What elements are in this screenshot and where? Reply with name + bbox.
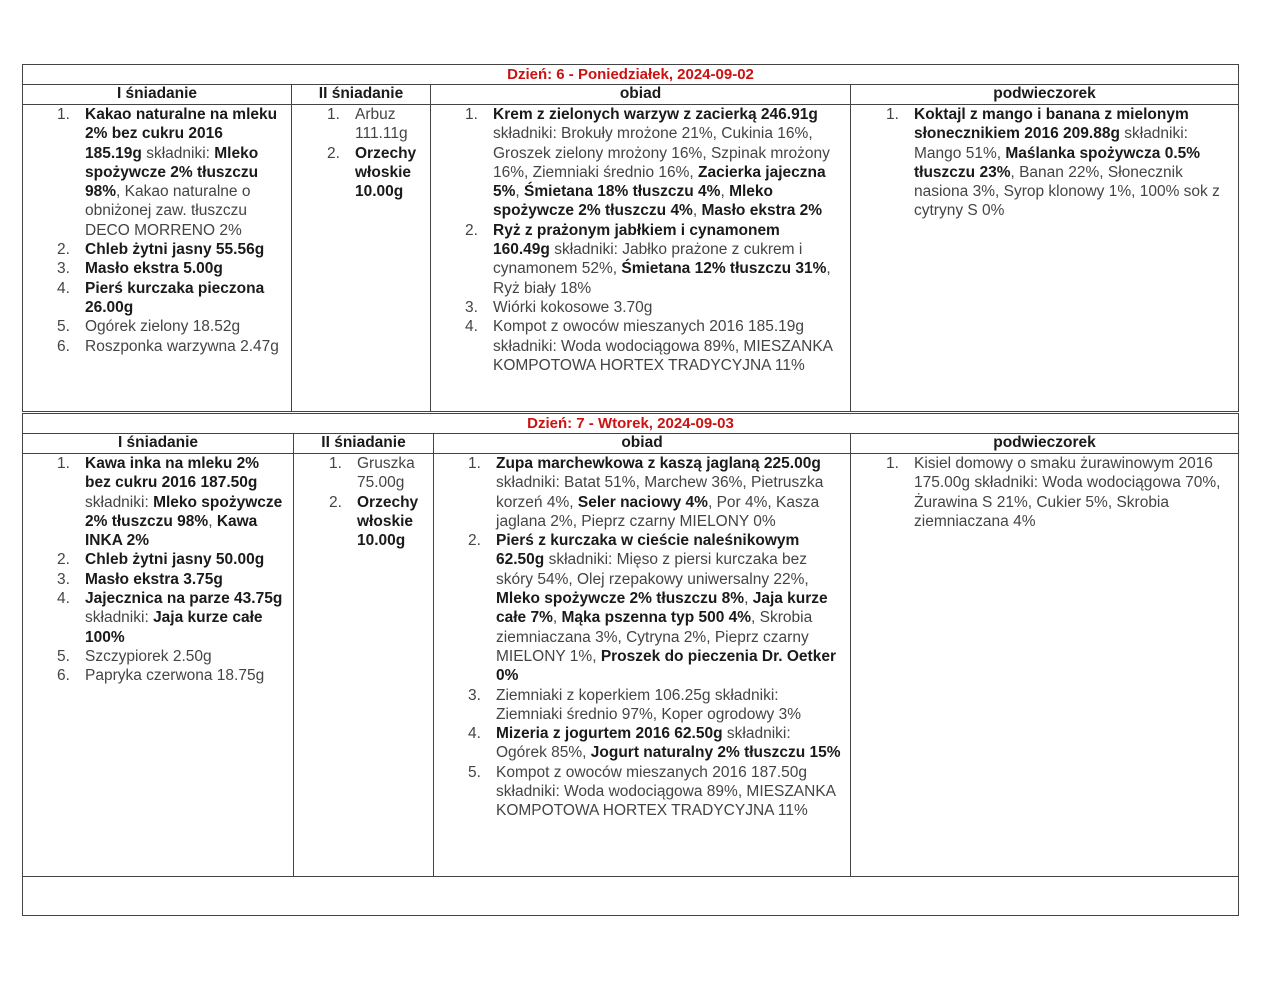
item-text: składniki: Brokuły mrożone 21%, Cukinia 16%, Groszek zielony mrożony 16%, Szpinak mrożony 16%, Ziemniaki średnio 16%, — [493, 125, 830, 181]
item-text: Ziemniaki z koperkiem 106.25g składniki: Ziemniaki średnio 97%, Koper ogrodowy 3% — [496, 686, 801, 723]
item-text: składniki: Mango 51%, — [914, 125, 1188, 162]
item-text: Kakao naturalne na mleku 2% bez cukru 2016 — [85, 106, 278, 143]
item-number: 3. — [57, 570, 70, 588]
item-number: 5. — [57, 647, 70, 665]
item-text: składniki: Ogórek 85%, — [496, 725, 791, 762]
item-text: Jajecznica na parze 43.75g — [85, 590, 283, 608]
meal-item — [465, 317, 840, 375]
item-text: Orzechy włoskie 10.00g — [355, 144, 417, 201]
meal-list — [294, 454, 433, 550]
item-text: Masło ekstra 2% — [701, 202, 823, 220]
item-text: , Por 4%, Kasza jaglana 2%, Pieprz czarny MIELONY 0% — [496, 493, 820, 530]
col-header-lunch: obiad — [433, 433, 851, 454]
item-text: Pierś kurczaka pieczona 26.00g — [85, 279, 265, 316]
item-text: Koktajl z mango i banana z mielonym słonecznikiem 2016 209.88g — [914, 106, 1189, 143]
item-text: Kompot z owoców mieszanych 2016 187.50g składniki: Woda wodociągowa 89%, MIESZANKA KOMPOTOWA HORTEX TRADYCYJNA 11% — [496, 763, 836, 820]
item-text: , — [515, 183, 525, 201]
item-text: Kompot z owoców mieszanych 2016 185.19g składniki: Woda wodociągowa 89%, MIESZANKA KOMPOTOWA HORTEX TRADYCYJNA 11% — [493, 318, 833, 374]
item-text: Masło ekstra 3.75g — [85, 570, 223, 588]
item-text: , Skrobia ziemniaczana 3%, Cytryna 2%, Pieprz czarny MIELONY 1%, — [496, 609, 813, 665]
meal-item — [57, 105, 281, 240]
meal-item — [468, 531, 842, 685]
item-text: Mleko spożywcze 2% tłuszczu 8% — [496, 590, 745, 608]
item-text: Krem z zielonych warzyw z zacierką 246.91g — [493, 106, 818, 123]
item-text: Zupa marchewkowa z kaszą jaglaną 225.00g — [496, 455, 821, 472]
meal-list — [434, 454, 850, 821]
item-text: Mizeria z jogurtem 2016 62.50g — [496, 725, 723, 743]
item-text: Roszponka warzywna 2.47g — [85, 337, 279, 355]
item-text: Kawa INKA 2% — [85, 512, 258, 550]
meal-item — [57, 550, 283, 569]
meal-item — [465, 105, 840, 221]
item-number: 4. — [468, 725, 481, 743]
item-text: Chleb żytni jasny 55.56g — [85, 241, 265, 259]
item-text: składniki: Mięso z piersi kurczaka bez skóry 54%, Olej rzepakowy uniwersalny 22%, — [496, 551, 809, 588]
item-text: Seler naciowy 4% — [577, 493, 708, 511]
meal-list — [23, 454, 293, 686]
item-text: , — [720, 183, 730, 201]
meal-cell-breakfast2 — [291, 104, 431, 412]
item-number: 4. — [57, 590, 70, 608]
item-text: składniki: Batat 51%, Marchew 36%, Pietruszka korzeń 4%, — [496, 474, 824, 511]
item-number: 3. — [465, 298, 478, 316]
meal-list — [292, 105, 430, 201]
item-text: Mąka pszenna typ 500 4% — [561, 609, 752, 627]
item-number: 6. — [57, 667, 70, 685]
col-header-breakfast1: I śniadanie — [22, 84, 292, 105]
item-text: Kawa inka na mleku 2% bez cukru 2016 — [85, 455, 260, 492]
item-text: składniki: — [85, 609, 154, 627]
meal-item — [57, 317, 281, 336]
item-number: 2. — [468, 532, 481, 550]
item-number: 2. — [465, 221, 478, 239]
day-title: Dzień: 6 - Poniedziałek, 2024-09-02 — [22, 64, 1239, 85]
meal-item — [57, 666, 283, 685]
item-text: Pierś z kurczaka w cieście naleśnikowym 62.50g — [496, 532, 800, 569]
meal-item — [327, 105, 422, 144]
meal-item — [886, 105, 1228, 221]
item-text: , — [744, 590, 753, 608]
meal-item — [327, 144, 422, 202]
item-text: Wiórki kokosowe 3.70g — [493, 298, 653, 316]
item-text: 187.50g — [200, 474, 258, 492]
meal-item — [468, 686, 842, 725]
item-text: Ryż z prażonym jabłkiem i cynamonem 160.49g — [493, 221, 780, 259]
item-text: , — [208, 512, 217, 530]
meal-cell-breakfast1 — [22, 453, 294, 877]
meal-item — [57, 279, 281, 318]
meal-cell-breakfast1 — [22, 104, 292, 412]
day-title: Dzień: 7 - Wtorek, 2024-09-03 — [22, 413, 1239, 434]
item-number: 3. — [468, 686, 481, 704]
meal-item — [57, 589, 283, 647]
item-number: 2. — [57, 241, 70, 259]
meal-cell-snack — [850, 104, 1239, 412]
meal-item — [57, 570, 283, 589]
meal-item — [886, 454, 1228, 531]
meal-cell-lunch — [433, 453, 851, 877]
item-text: Arbuz 111.11g — [355, 106, 408, 143]
meal-item — [57, 240, 281, 259]
col-header-breakfast2: II śniadanie — [291, 84, 431, 105]
meal-cell-breakfast2 — [293, 453, 434, 877]
item-number: 1. — [327, 106, 340, 123]
item-text: Mleko spożywcze 2% tłuszczu 4% — [493, 183, 774, 220]
item-text: Zacierka jajeczna 5% — [493, 163, 826, 201]
item-text: Masło ekstra 5.00g — [85, 260, 223, 278]
meal-list — [851, 105, 1238, 221]
item-text: Papryka czerwona 18.75g — [85, 667, 265, 685]
item-number: 5. — [57, 318, 70, 336]
meal-item — [57, 647, 283, 666]
item-number: 2. — [327, 144, 340, 162]
item-text: Szczypiorek 2.50g — [85, 647, 212, 665]
meal-item — [468, 724, 842, 763]
item-number: 1. — [468, 455, 481, 472]
meal-item — [329, 454, 425, 493]
item-text: Ogórek zielony 18.52g — [85, 318, 241, 336]
meal-item — [329, 493, 425, 551]
item-number: 4. — [57, 279, 70, 297]
col-header-lunch: obiad — [430, 84, 851, 105]
item-number: 6. — [57, 337, 70, 355]
meal-item — [465, 221, 840, 298]
item-text: Orzechy włoskie 10.00g — [357, 493, 419, 550]
item-text: składniki: Jabłko prażone z cukrem i cynamonem 52%, — [493, 241, 803, 278]
item-number: 1. — [329, 455, 342, 472]
item-text: , — [692, 202, 702, 220]
meal-item — [57, 337, 281, 356]
item-number: 2. — [57, 551, 70, 569]
item-text: Jaja kurze całe 7% — [496, 590, 828, 627]
meal-item — [465, 298, 840, 317]
item-text: , Ryż biały 18% — [493, 260, 831, 297]
item-text: składniki: — [85, 493, 154, 511]
item-number: 5. — [468, 763, 481, 781]
item-text: Gruszka 75.00g — [357, 455, 415, 492]
item-text: Śmietana 18% tłuszczu 4% — [524, 183, 721, 201]
item-text: 185.19g — [85, 144, 142, 162]
col-header-breakfast1: I śniadanie — [22, 433, 294, 454]
item-text: Śmietana 12% tłuszczu 31% — [621, 260, 827, 278]
item-number: 1. — [886, 455, 899, 472]
item-number: 1. — [57, 106, 70, 123]
item-number: 4. — [465, 318, 478, 336]
meal-item — [57, 454, 283, 550]
col-header-breakfast2: II śniadanie — [293, 433, 434, 454]
item-text: Jogurt naturalny 2% tłuszczu 15% — [590, 744, 841, 762]
col-header-snack: podwieczorek — [850, 84, 1239, 105]
item-number: 2. — [329, 493, 342, 511]
meal-list — [23, 105, 291, 356]
col-header-snack: podwieczorek — [850, 433, 1239, 454]
meal-cell-snack — [850, 453, 1239, 877]
item-text: , Banan 22%, Słonecznik nasiona 3%, Syrop klonowy 1%, 100% sok z cytryny S 0% — [914, 163, 1220, 220]
item-number: 3. — [57, 260, 70, 278]
item-number: 1. — [465, 106, 478, 123]
item-text: Mleko spożywcze 2% tłuszczu 98% — [85, 493, 283, 530]
meal-item — [468, 763, 842, 821]
meal-item — [468, 454, 842, 531]
item-number: 1. — [886, 106, 899, 123]
item-text: składniki: — [141, 144, 215, 162]
item-text: Jaja kurze całe 100% — [85, 609, 263, 646]
meal-list — [431, 105, 850, 375]
item-text: Maślanka spożywcza 0.5% tłuszczu 23% — [914, 144, 1201, 181]
item-text: Proszek do pieczenia Dr. Oetker 0% — [496, 647, 836, 685]
item-text: , Kakao naturalne o obniżonej zaw. tłuszczu DECO MORRENO 2% — [85, 183, 251, 239]
item-text: , — [552, 609, 562, 627]
item-text: Chleb żytni jasny 50.00g — [85, 551, 265, 569]
item-number: 1. — [57, 455, 70, 472]
meal-list — [851, 454, 1238, 531]
empty-row — [22, 876, 1239, 916]
item-text: Mleko spożywcze 2% tłuszczu 98% — [85, 144, 259, 201]
meal-item — [57, 259, 281, 278]
item-text: Kisiel domowy o smaku żurawinowym 2016 175.00g składniki: Woda wodociągowa 70%, Żurawina S 21%, Cukier 5%, Skrobia ziemniaczana 4% — [914, 455, 1221, 530]
meal-cell-lunch — [430, 104, 851, 412]
